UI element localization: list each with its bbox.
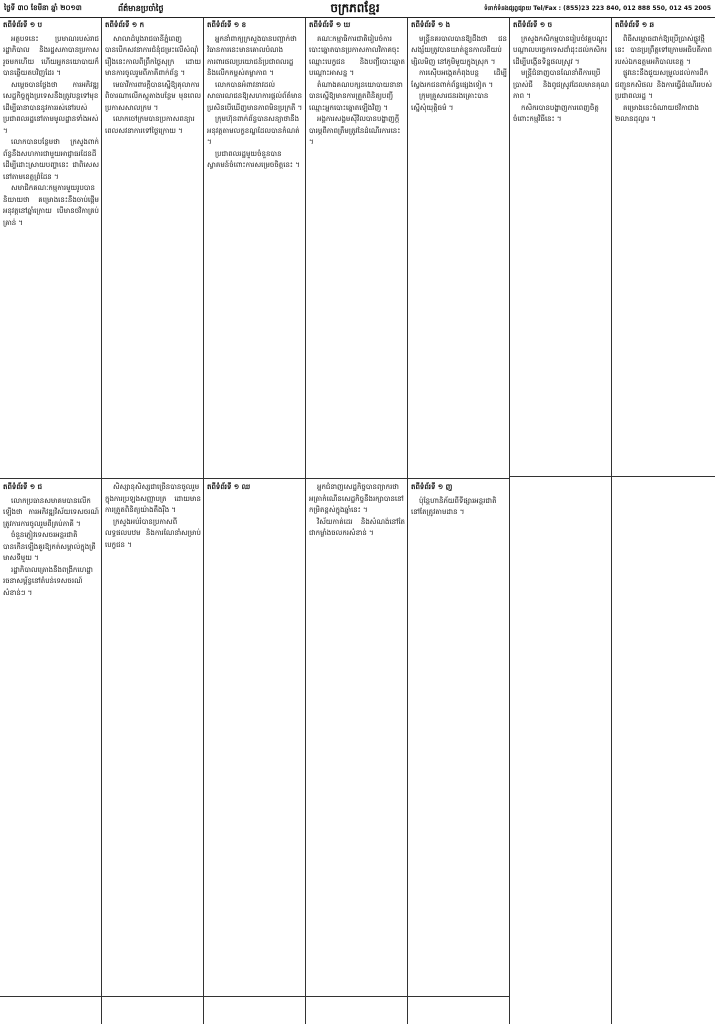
story-paragraph: វិស័យកាត់ដេរ និងសំណង់នៅតែជាកម្លាំងចលករសំខាន់ ។ (309, 517, 405, 537)
contact-info: ទំនាក់ទំនងផ្សព្វផ្សាយ Tel/Fax : (855)23 223 840, 012 888 550, 012 45 2005 (483, 5, 711, 12)
masthead-logo: ចក្រភពខ្មែរ (330, 1, 380, 15)
story-paragraph: ក្រសួងអប់រំបានប្រកាសពីលទ្ធផលបឋម និងការណែនាំសម្រាប់បេក្ខជន ។ (105, 517, 201, 549)
story-continuation-tag: តពីទំព័រទី ១ ឆ (615, 21, 655, 29)
story-continuation-tag: តពីទំព័រទី ១ ខ (207, 21, 247, 29)
story-continuation-tag: តពីទំព័រទី ១ ឃ (309, 21, 351, 29)
story-paragraph: អ្នកជំនាញសេដ្ឋកិច្ចបានព្យាករថា អត្រាកំណើនសេដ្ឋកិច្ចនឹងរក្សាបាននៅកម្រិតខ្ពស់ក្នុងឆ្នាំនេះ ។ (309, 483, 404, 514)
story-continuation-tag: តពីទំព័រទី ១ ង (411, 21, 451, 29)
column-rule (509, 18, 510, 1024)
story-continuation-tag: តពីទំព័រទី ១ ក (105, 21, 145, 29)
story-column (411, 482, 507, 994)
story-paragraph: ការស៊ើបអង្កេតកំពុងបន្ត ដើម្បីស្វែងរកជនពាក់ព័ន្ធផ្សេងទៀត ។ (411, 69, 507, 89)
story-paragraph: អត្ថបទនេះ ប្រមាណរបស់រាជរដ្ឋាភិបាល និងរដ្ឋសភាបានប្រកាសរួចមកហើយ ហើយអ្នកនយោបាយក៏បានឆ្លើយតបវិញដែរ ។ (3, 34, 99, 77)
story-paragraph: ពិធីសម្ពោធដាក់ឱ្យប្រើប្រាស់ផ្លូវថ្មីនេះ បានប្រព្រឹត្តទៅក្រោមអធិបតីភាពរបស់ឯកឧត្តមអភិបាលខេត្ត ។ (615, 34, 712, 66)
page-header (0, 0, 715, 18)
section-title: ព័ត៌មានប្រចាំថ្ងៃ (118, 4, 164, 13)
column-rule (407, 18, 408, 1024)
column-rule (305, 18, 306, 1024)
story-rule (509, 476, 715, 477)
story-column (309, 20, 405, 476)
story-paragraph: ក្រសួងកសិកម្មបានរៀបចំវគ្គបណ្ដុះបណ្ដាលបច្ចេកទេសដាំដុះដល់កសិករ ដើម្បីបង្កើនទិន្នផលស្រូវ ។ (513, 34, 608, 66)
story-rule (0, 996, 509, 997)
story-paragraph: រដ្ឋាភិបាលគ្រោងនឹងពង្រីកហេដ្ឋារចនាសម្ព័ន្ធនៅតំបន់ទេសចរណ៍សំខាន់ៗ ។ (3, 565, 93, 597)
story-paragraph: ប៉ុន្តែហានិភ័យពីទីផ្សារអន្តរជាតិនៅតែត្រូវតាមដាន ។ (411, 496, 497, 516)
story-paragraph: ក្រុមហ៊ុនពាក់ព័ន្ធបានសន្យាថានឹងអនុវត្តតាមលក្ខខណ្ឌដែលបានកំណត់ ។ (207, 115, 300, 146)
story-paragraph: គម្រោងនេះចំណាយថវិកាជាង ២លានដុល្លារ ។ (615, 103, 699, 123)
story-paragraph: កសិករបានបង្ហាញការពេញចិត្តចំពោះកម្មវិធីនេះ ។ (513, 103, 599, 123)
issue-date: ថ្ងៃទី ៣០ ខែមីនា ឆ្នាំ ២០១៣ (4, 4, 82, 12)
story-paragraph: ចំនួនភ្ញៀវទេសចរអន្តរជាតិបានកើនឡើងគួរឱ្យកត់សម្គាល់ក្នុងត្រីមាសទីមួយ ។ (3, 531, 96, 562)
story-column (105, 482, 201, 994)
story-paragraph: ក្រុមគ្រួសារជនរងគ្រោះបានស្នើសុំយុត្តិធម៌ ។ (411, 92, 489, 112)
column-rule (611, 18, 612, 1024)
story-paragraph: សាលាដំបូងរាជធានីភ្នំពេញបានបើកសវនាការជំនុំជម្រះលើសំណុំរឿងនេះកាលពីព្រឹកថ្ងៃសុក្រ ដោយមានការចូលរួមពីភាគីពាក់ព័ន្ធ ។ (105, 34, 201, 77)
story-column (411, 20, 507, 476)
story-paragraph: តំណាងគណបក្សនយោបាយនានាបានស្នើឱ្យមានការត្រួតពិនិត្យបញ្ជីឈ្មោះអ្នកបោះឆ្នោតឡើងវិញ ។ (309, 80, 403, 112)
column-rule (101, 18, 102, 1024)
story-paragraph: លោកចៅក្រមបានប្រកាសពន្យារពេលសវនាការទៅថ្ងៃក្រោយ ។ (105, 115, 195, 135)
story-column (3, 482, 99, 994)
story-paragraph: មន្ត្រីជំនាញបានណែនាំពីការប្រើប្រាស់ជី និងពូជស្រូវដែលមានគុណភាព ។ (513, 69, 609, 100)
story-paragraph: សមាជិកគណៈកម្មការមួយរូបបាននិយាយថា គម្រោងនេះនឹងចាប់ផ្ដើមអនុវត្តនៅឆ្នាំក្រោយ បើមានថវិកាគ្រប់គ្រាន់ ។ (3, 184, 99, 227)
story-paragraph: មន្ត្រីនគរបាលបានឱ្យដឹងថា ជនសង្ស័យត្រូវបានឃាត់ខ្លួនកាលពីយប់ម្សិលមិញ នៅភូមិមួយក្នុងស្រុក ។ (411, 34, 507, 66)
story-paragraph: មេធាវីការពារក្ដីបានស្នើឱ្យតុលាការពិចារណាលើភស្តុតាងបន្ថែម មុនពេលប្រកាសសាលក្រម ។ (105, 80, 201, 112)
story-column (615, 20, 712, 474)
story-paragraph: ប្រជាពលរដ្ឋមួយចំនួនបានស្វាគមន៍ចំពោះការសម្រេចចិត្តនេះ ។ (207, 149, 300, 169)
story-paragraph: គណៈកម្មាធិការជាតិរៀបចំការបោះឆ្នោតបានប្រកាសកាលវិភាគចុះឈ្មោះបេក្ខជន និងបញ្ជីបោះឆ្នោតបណ្ដោះអាសន្ន ។ (309, 34, 405, 77)
story-paragraph: សម្ដេចបានថ្លែងថា ការអភិវឌ្ឍសេដ្ឋកិច្ចក្នុងប្រទេសនឹងត្រូវបន្តទៅមុខ ដើម្បីធានាបាននូវការរស់នៅរបស់ប្រជាពលរដ្ឋនៅតាមមូលដ្ឋានទាំងអស់ ។ (3, 80, 99, 135)
story-column (3, 20, 99, 476)
story-column (513, 20, 609, 474)
story-continuation-tag: តពីទំព័រទី ១ ឈ (207, 483, 251, 491)
story-continuation-tag: តពីទំព័រទី ១ ញ (411, 483, 453, 491)
story-paragraph: ផ្លូវនេះនឹងជួយសម្រួលដល់ការដឹកជញ្ជូនកសិផល និងការធ្វើដំណើររបស់ប្រជាពលរដ្ឋ ។ (615, 69, 712, 100)
story-paragraph: សិស្សានុសិស្សជាច្រើនបានចូលរួមក្នុងការប្រឡងសញ្ញាបត្រ ដោយមានការត្រួតពិនិត្យយ៉ាងតឹងរ៉ឹង ។ (105, 483, 201, 514)
story-column (309, 482, 405, 994)
story-rule (0, 478, 509, 479)
story-paragraph: លោកបានអំពាវនាវដល់សាធារណជនឱ្យសហការផ្ដល់ព័ត៌មាន ប្រសិនបើឃើញមានភាពមិនប្រក្រតី ។ (207, 80, 303, 112)
story-continuation-tag: តពីទំព័រទី ១ ប (3, 21, 43, 29)
story-column (105, 20, 201, 476)
story-continuation-tag: តពីទំព័រទី ១ ជ (3, 483, 43, 491)
story-column (207, 20, 303, 476)
story-paragraph: អង្គការសង្គមស៊ីវិលបានបង្ហាញក្ដីបារម្ភពីភាពត្រឹមត្រូវនៃដំណើរការនេះ ។ (309, 115, 401, 146)
story-continuation-tag: តពីទំព័រទី ១ ច (513, 21, 553, 29)
column-rule (203, 18, 204, 1024)
story-paragraph: អ្នកនាំពាក្យក្រសួងបានបញ្ជាក់ថា វិធានការនេះមានគោលបំណងការពារផលប្រយោជន៍ប្រជាពលរដ្ឋ និងលើកកម្ពស់តម្លាភាព ។ (207, 34, 297, 77)
story-column (207, 482, 303, 994)
story-paragraph: លោកប្រធានសមាគមបានលើកឡើងថា ការអភិវឌ្ឍវិស័យទេសចរណ៍ ត្រូវការការចូលរួមពីគ្រប់ភាគី ។ (3, 496, 99, 528)
story-paragraph: លោកបានបន្ថែមថា ក្រសួងពាក់ព័ន្ធនឹងសហការជាមួយអាជ្ញាធរដែនដីដើម្បីដោះស្រាយបញ្ហានេះ ជាពិសេសនៅតាមខេត្តព្រំដែន ។ (3, 138, 99, 181)
